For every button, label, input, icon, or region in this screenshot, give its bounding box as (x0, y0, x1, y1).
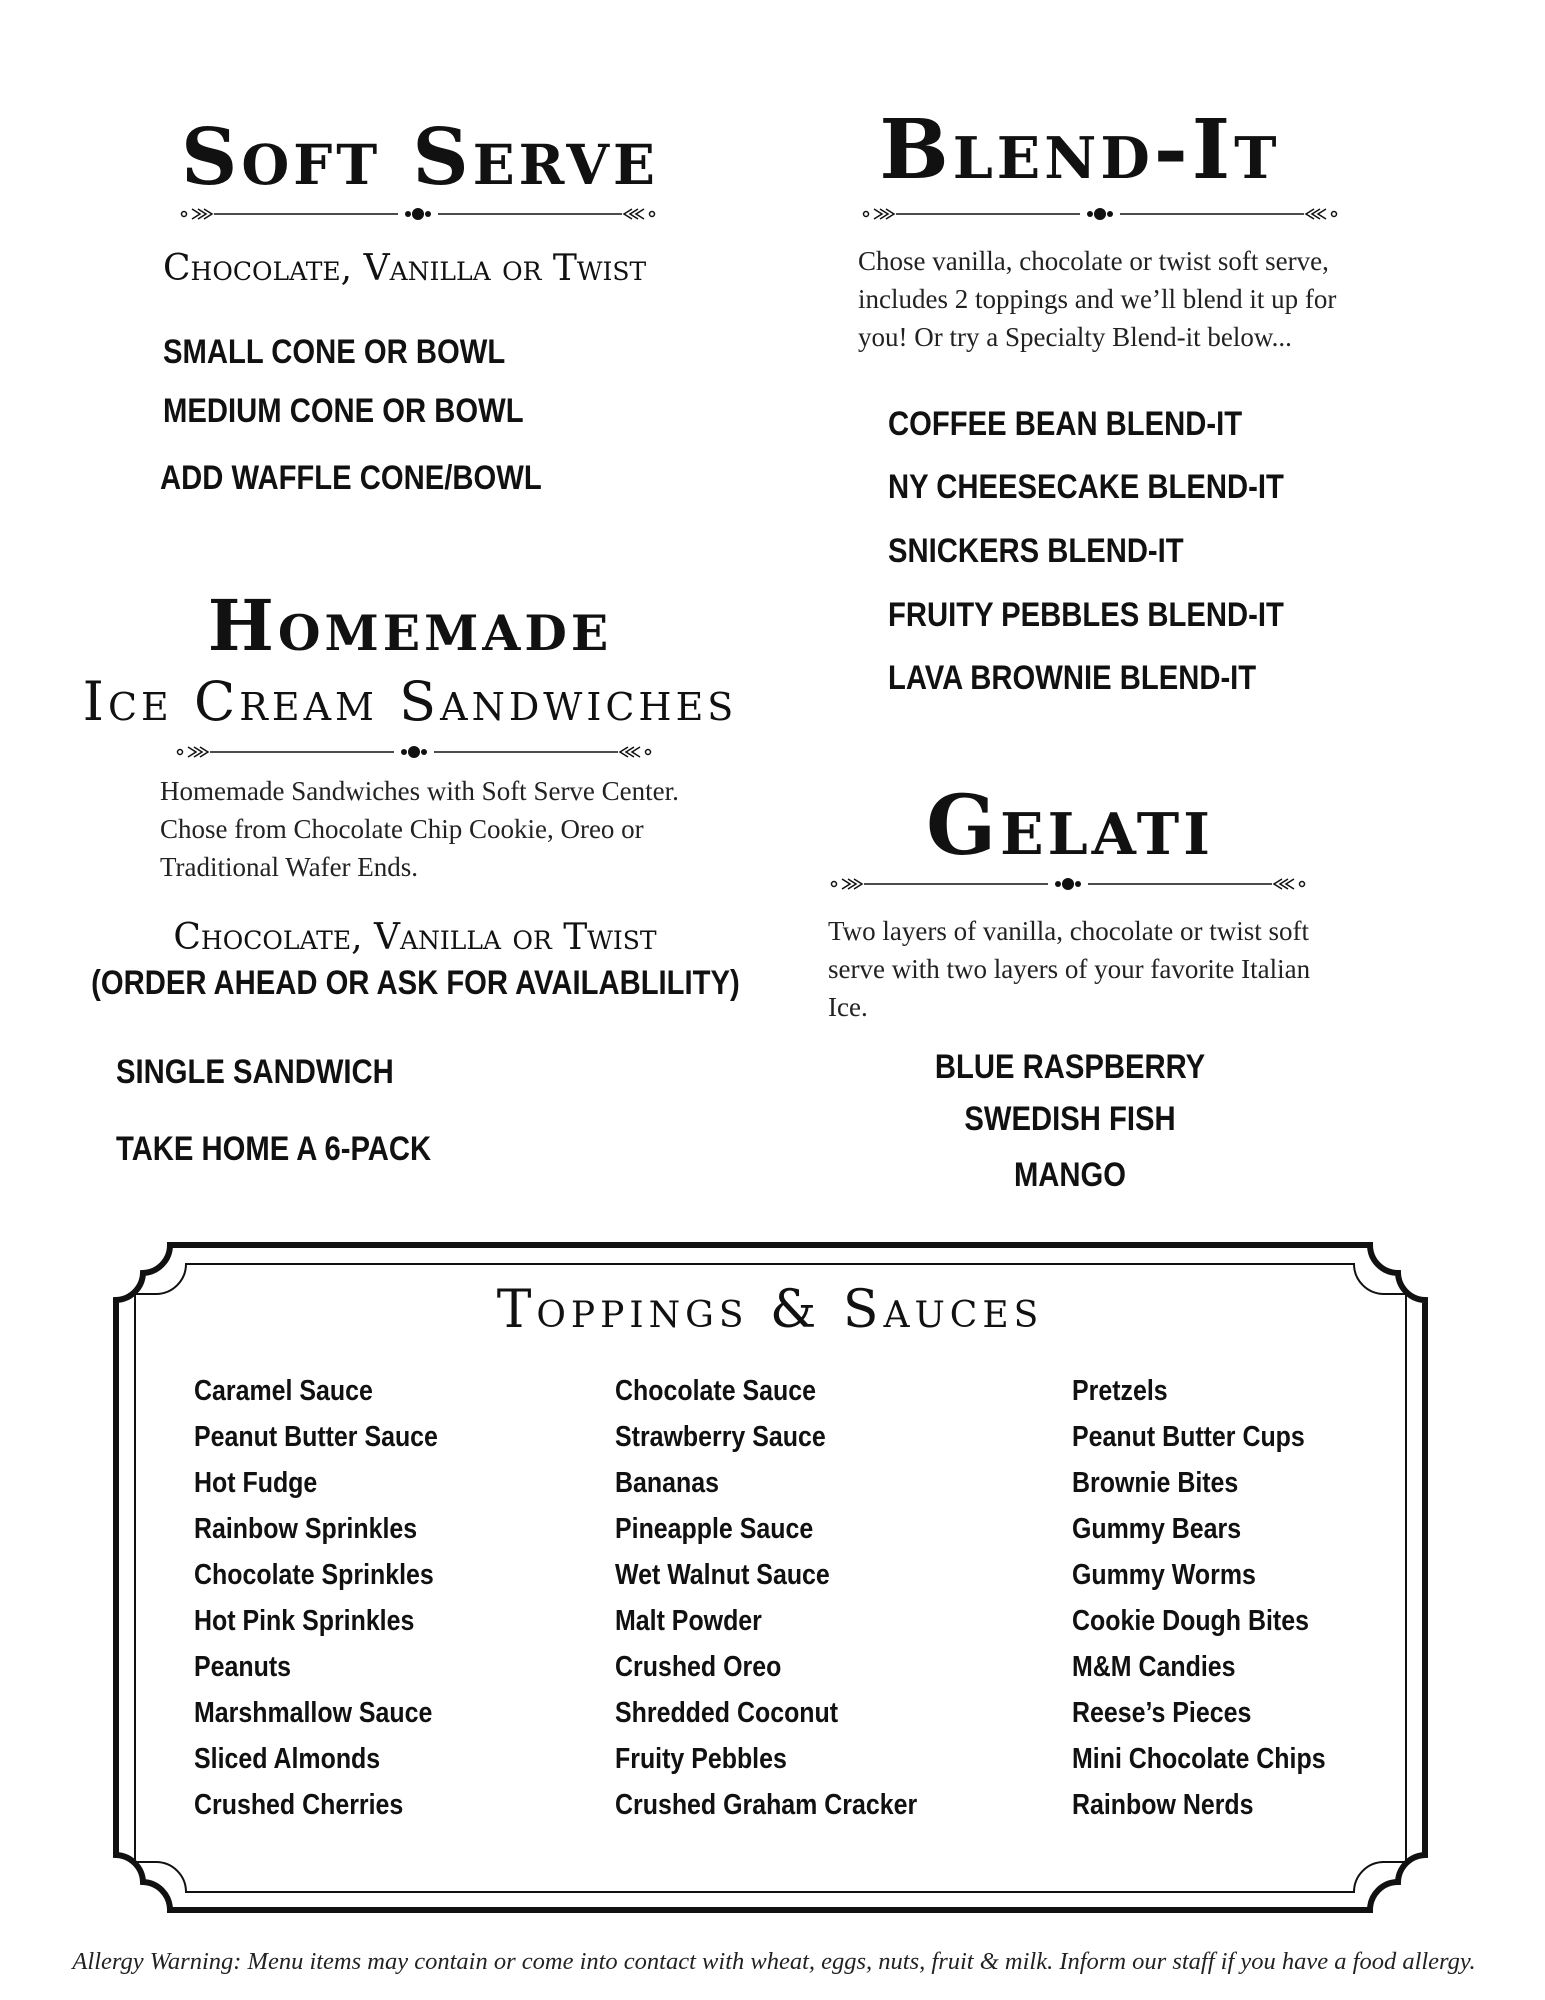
topping-item: Peanuts (194, 1651, 292, 1683)
topping-item: Crushed Graham Cracker (615, 1789, 918, 1821)
blend-it-description: Chose vanilla, chocolate or twist soft serve, includes 2 toppings and we’ll blend it up for you! Or try a Specialty Blend-it below... (858, 246, 1337, 352)
topping-item: Reese’s Pieces (1072, 1697, 1252, 1729)
toppings-column-3 (1072, 1368, 1367, 1828)
soft-serve-item: ADD WAFFLE CONE/BOWL (160, 459, 542, 497)
toppings-column-2 (615, 1368, 966, 1828)
sandwiches-description: Homemade Sandwiches with Soft Serve Center. Chose from Chocolate Chip Cookie, Oreo or Traditional Wafer Ends. (160, 776, 679, 882)
blend-it-title: Blend-It (879, 102, 1281, 198)
gelati-item: MANGO (1013, 1156, 1127, 1194)
gelati-item: SWEDISH FISH (964, 1100, 1176, 1138)
sandwiches-title: Homemade (207, 584, 613, 667)
topping-item: Crushed Cherries (194, 1789, 404, 1821)
topping-item: Chocolate Sprinkles (194, 1559, 434, 1591)
sandwiches-note: (ORDER AHEAD OR ASK FOR AVAILABLILITY) (91, 964, 740, 1002)
topping-item: Mini Chocolate Chips (1072, 1743, 1326, 1775)
topping-item: Cookie Dough Bites (1072, 1605, 1309, 1637)
gelati-item: BLUE RASPBERRY (934, 1048, 1206, 1086)
topping-item: Peanut Butter Sauce (194, 1421, 438, 1453)
topping-item: M&M Candies (1072, 1651, 1236, 1683)
blend-it-item: FRUITY PEBBLES BLEND-IT (888, 596, 1284, 634)
topping-item: Hot Pink Sprinkles (194, 1605, 415, 1637)
topping-item: Rainbow Sprinkles (194, 1513, 418, 1545)
topping-item: Bananas (615, 1467, 719, 1499)
topping-item: Fruity Pebbles (615, 1743, 787, 1775)
topping-item: Peanut Butter Cups (1072, 1421, 1305, 1453)
blend-it-item: COFFEE BEAN BLEND-IT (888, 405, 1243, 443)
topping-item: Pretzels (1072, 1375, 1168, 1407)
gelati-description: Two layers of vanilla, chocolate or twist soft serve with two layers of your favorite Italian Ice. (828, 916, 1311, 1022)
soft-serve-flavors: Chocolate, Vanilla or Twist (163, 248, 647, 289)
topping-item: Brownie Bites (1072, 1467, 1239, 1499)
topping-item: Malt Powder (615, 1605, 762, 1637)
toppings-column-1 (194, 1368, 478, 1828)
sandwiches-flavors: Chocolate, Vanilla or Twist (173, 917, 657, 958)
allergy-warning: Allergy Warning: Menu items may contain or come into contact with wheat, eggs, nuts, fruit & milk. Inform our staff if you have a food allergy. (72, 1948, 1476, 1975)
topping-item: Gummy Worms (1072, 1559, 1256, 1591)
soft-serve-item: SMALL CONE OR BOWL (163, 333, 506, 371)
topping-item: Wet Walnut Sauce (615, 1559, 830, 1591)
topping-item: Shredded Coconut (615, 1697, 839, 1729)
sandwiches-item: TAKE HOME A 6-PACK (116, 1130, 432, 1168)
blend-it-item: LAVA BROWNIE BLEND-IT (888, 659, 1257, 697)
topping-item: Hot Fudge (194, 1467, 318, 1499)
topping-item: Crushed Oreo (615, 1651, 782, 1683)
soft-serve-title: Soft Serve (181, 112, 659, 203)
topping-item: Chocolate Sauce (615, 1375, 816, 1407)
blend-it-item: SNICKERS BLEND-IT (888, 532, 1184, 570)
topping-item: Pineapple Sauce (615, 1513, 814, 1545)
topping-item: Gummy Bears (1072, 1513, 1242, 1545)
soft-serve-item: MEDIUM CONE OR BOWL (163, 392, 524, 430)
gelati-title: Gelati (926, 778, 1214, 874)
topping-item: Rainbow Nerds (1072, 1789, 1254, 1821)
topping-item: Caramel Sauce (194, 1375, 373, 1407)
topping-item: Sliced Almonds (194, 1743, 381, 1775)
toppings-title: Toppings & Sauces (496, 1280, 1044, 1340)
blend-it-item: NY CHEESECAKE BLEND-IT (888, 468, 1284, 506)
sandwiches-item: SINGLE SANDWICH (116, 1053, 394, 1091)
topping-item: Marshmallow Sauce (194, 1697, 433, 1729)
topping-item: Strawberry Sauce (615, 1421, 826, 1453)
sandwiches-subtitle: Ice Cream Sandwiches (82, 670, 738, 733)
